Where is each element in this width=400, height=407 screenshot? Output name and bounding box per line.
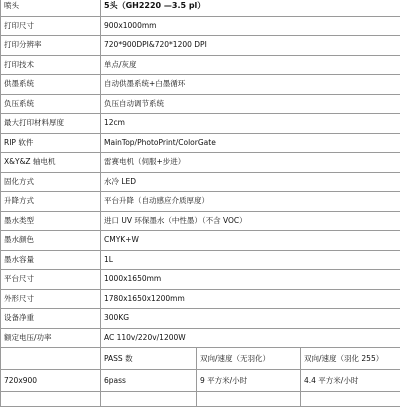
performance-cell: 4.4 平方米/小时 (301, 370, 400, 392)
spec-value: 1000x1650mm (101, 270, 400, 290)
spec-value: 12cm (101, 114, 400, 134)
spec-row (1, 289, 400, 309)
spec-label: 设备净重 (1, 309, 101, 329)
performance-cell: 6pass (101, 370, 197, 392)
spec-row (1, 231, 400, 251)
performance-cell (197, 392, 301, 407)
performance-header-cell: PASS 数 (101, 348, 197, 370)
spec-value: 自动供墨系统+白墨循环 (101, 75, 400, 95)
spec-label: 额定电压/功率 (1, 328, 101, 348)
spec-row (1, 172, 400, 192)
spec-row (1, 250, 400, 270)
spec-label: 升降方式 (1, 192, 101, 212)
spec-label: 打印技术 (1, 55, 101, 75)
spec-row (1, 270, 400, 290)
spec-row (1, 55, 400, 75)
spec-value: 900x1000mm (101, 16, 400, 36)
spec-value: 300KG (101, 309, 400, 329)
performance-cell (101, 392, 197, 407)
spec-label: 打印分辨率 (1, 36, 101, 56)
spec-label: X&Y&Z 轴电机 (1, 153, 101, 173)
performance-cell (301, 392, 400, 407)
spec-row (1, 94, 400, 114)
spec-value: 进口 UV 环保墨水（中性墨）（不含 VOC） (101, 211, 400, 231)
spec-label: 外形尺寸 (1, 289, 101, 309)
spec-value: AC 110v/220v/1200W (101, 328, 400, 348)
performance-header-row (1, 348, 400, 370)
performance-row-partial (1, 392, 400, 407)
spec-value: 5头（GH2220 —3.5 pl） (101, 0, 400, 16)
spec-label: 固化方式 (1, 172, 101, 192)
spec-label: 打印尺寸 (1, 16, 101, 36)
spec-value: 单点/灰度 (101, 55, 400, 75)
spec-label: 墨水容量 (1, 250, 101, 270)
spec-row (1, 0, 400, 16)
spec-value: 720*900DPI&720*1200 DPI (101, 36, 400, 56)
spec-value: 1L (101, 250, 400, 270)
performance-row (1, 370, 400, 392)
spec-row (1, 36, 400, 56)
spec-row (1, 75, 400, 95)
spec-row (1, 192, 400, 212)
spec-value: 负压自动调节系统 (101, 94, 400, 114)
spec-row (1, 16, 400, 36)
spec-table-body (1, 0, 400, 407)
performance-cell (1, 392, 101, 407)
spec-value: MainTop/PhotoPrint/ColorGate (101, 133, 400, 153)
spec-label: 喷头 (1, 0, 101, 16)
spec-value: 雷赛电机（伺服+步进） (101, 153, 400, 173)
spec-value: 平台升降（自动感应介质厚度） (101, 192, 400, 212)
spec-value: 水冷 LED (101, 172, 400, 192)
spec-row (1, 309, 400, 329)
spec-label: 最大打印材料厚度 (1, 114, 101, 134)
spec-label: 负压系统 (1, 94, 101, 114)
spec-label: 墨水类型 (1, 211, 101, 231)
spec-row (1, 153, 400, 173)
spec-row (1, 133, 400, 153)
spec-value: CMYK+W (101, 231, 400, 251)
spec-label: 供墨系统 (1, 75, 101, 95)
performance-header-cell (1, 348, 101, 370)
performance-cell: 9 平方米/小时 (197, 370, 301, 392)
spec-label: 墨水颜色 (1, 231, 101, 251)
spec-label: 平台尺寸 (1, 270, 101, 290)
spec-label: RIP 软件 (1, 133, 101, 153)
performance-header-cell: 双向/速度（羽化 255） (301, 348, 400, 370)
spec-value: 1780x1650x1200mm (101, 289, 400, 309)
performance-header-cell: 双向/速度（无羽化） (197, 348, 301, 370)
performance-cell: 720x900 (1, 370, 101, 392)
spec-row (1, 114, 400, 134)
spec-row (1, 211, 400, 231)
spec-row (1, 328, 400, 348)
